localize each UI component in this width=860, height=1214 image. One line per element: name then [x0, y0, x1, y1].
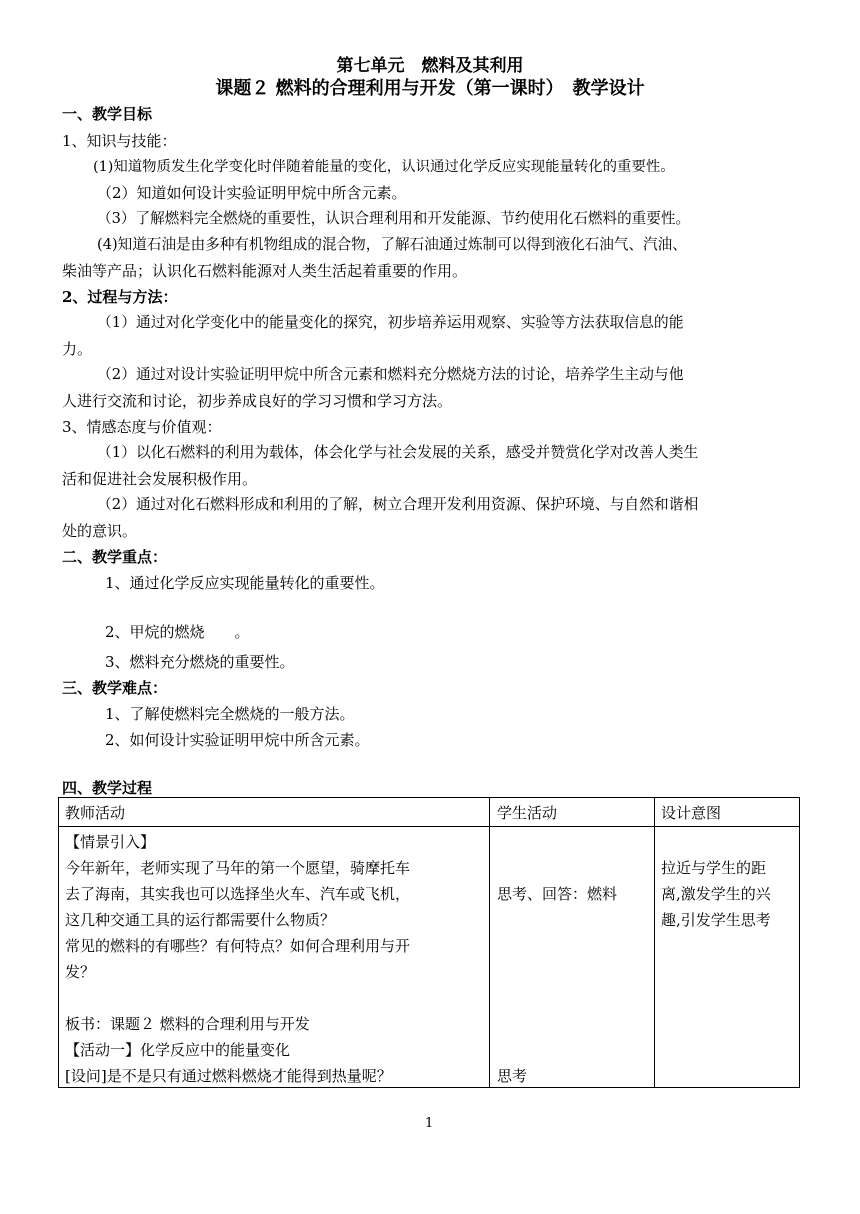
student-response-2: 思考: [497, 1067, 528, 1085]
process-item-2-line-2: 人进行交流和讨论，初步养成良好的学习习惯和学习方法。: [62, 392, 453, 410]
knowledge-item-1: (1)知道物质发生化学变化时伴随着能量的变化，认识通过化学反应实现能量转化的重要性。: [93, 159, 675, 175]
key-point-2: 2、甲烷的燃烧 。: [105, 623, 250, 641]
teacher-line: 【活动一】化学反应中的能量变化: [65, 1041, 291, 1059]
knowledge-item-4-line-1: (4)知道石油是由多种有机物组成的混合物，了解石油通过炼制可以得到液化石油气、汽油、: [97, 236, 687, 253]
teacher-line: 发？: [65, 963, 96, 981]
teacher-line: 这几种交通工具的运行都需要什么物质？: [65, 911, 336, 929]
intent-line: 拉近与学生的距: [661, 859, 767, 877]
knowledge-item-2: （2）知道如何设计实验证明甲烷中所含元素。: [97, 184, 407, 202]
attitude-item-1-line-1: （1）以化石燃料的利用为载体，体会化学与社会发展的关系，感受并赞赏化学对改善人类生: [97, 444, 699, 461]
attitude-item-2-line-1: （2）通过对化石燃料形成和利用的了解，树立合理开发利用资源、保护环境、与自然和谐相: [97, 496, 699, 513]
intent-line: 趣,引发学生思考: [661, 911, 771, 929]
process-method-heading: 2、过程与方法：: [62, 288, 178, 306]
section-process-heading: 四、教学过程: [62, 779, 153, 797]
difficulty-2: 2、如何设计实验证明甲烷中所含元素。: [105, 731, 370, 749]
unit-title: 第七单元 燃料及其利用: [336, 56, 524, 76]
teacher-line: 常见的燃料的有哪些？有何特点？如何合理利用与开: [65, 937, 411, 955]
knowledge-skills-heading: 1、知识与技能：: [62, 132, 177, 150]
process-item-1-line-1: （1）通过对化学变化中的能量变化的探究，初步培养运用观察、实验等方法获取信息的能: [97, 314, 684, 331]
process-item-1-line-2: 力。: [62, 340, 93, 358]
difficulty-1: 1、了解使燃料完全燃烧的一般方法。: [105, 705, 355, 723]
attitude-item-2-line-2: 处的意识。: [62, 522, 138, 540]
column-divider: [489, 798, 490, 1087]
header-divider: [59, 826, 799, 827]
knowledge-item-3: （3）了解燃料完全燃烧的重要性，认识合理利用和开发能源、节约使用化石燃料的重要性。: [97, 210, 691, 227]
student-response-1: 思考、回答：燃料: [497, 885, 618, 903]
section-difficulties-heading: 三、教学难点：: [62, 679, 168, 697]
intent-line: 离,激发学生的兴: [661, 885, 771, 903]
key-point-1: 1、通过化学反应实现能量转化的重要性。: [105, 574, 385, 592]
header-teacher-activity: 教师活动: [65, 804, 126, 822]
header-student-activity: 学生活动: [497, 804, 558, 822]
teaching-process-table: [58, 797, 800, 1088]
attitude-item-1-line-2: 活和促进社会发展积极作用。: [62, 470, 258, 488]
process-item-2-line-1: （2）通过对设计实验证明甲烷中所含元素和燃料充分燃烧方法的讨论，培养学生主动与他: [97, 366, 684, 383]
key-point-3: 3、燃料充分燃烧的重要性。: [105, 653, 295, 671]
teacher-line: 【情景引入】: [65, 833, 156, 851]
section-objectives-heading: 一、教学目标: [62, 105, 153, 123]
section-key-points-heading: 二、教学重点：: [62, 548, 168, 566]
teacher-line: 今年新年，老师实现了马年的第一个愿望，骑摩托车: [65, 859, 411, 877]
column-divider: [654, 798, 655, 1087]
header-design-intent: 设计意图: [661, 804, 722, 822]
knowledge-item-4-line-2: 柴油等产品；认识化石燃料能源对人类生活起着重要的作用。: [62, 262, 468, 280]
lesson-title: 课题２ 燃料的合理利用与开发（第一课时） 教学设计: [215, 78, 645, 99]
teacher-line: 板书：课题２ 燃料的合理利用与开发: [65, 1015, 310, 1033]
page-number: 1: [425, 1116, 434, 1131]
teacher-line: 去了海南，其实我也可以选择坐火车、汽车或飞机，: [65, 885, 411, 903]
attitude-values-heading: 3、情感态度与价值观：: [62, 418, 222, 436]
teacher-line: [设问]是不是只有通过燃料燃烧才能得到热量呢？: [65, 1067, 392, 1085]
